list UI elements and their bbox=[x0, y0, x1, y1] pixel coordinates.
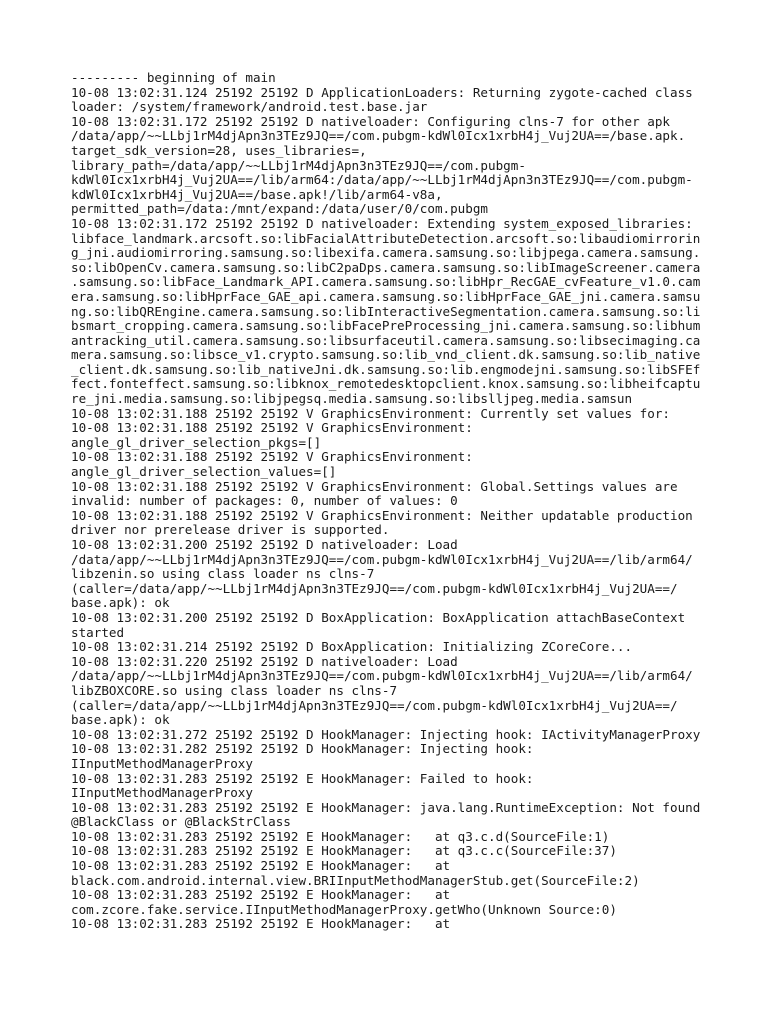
log-line: 10-08 13:02:31.188 25192 25192 V GraphicsEnvironment: bbox=[71, 420, 473, 436]
log-line: 10-08 13:02:31.283 25192 25192 E HookManager: Failed to hook: bbox=[71, 770, 534, 786]
log-line: libzenin.so using class loader ns clns-7 bbox=[71, 566, 375, 582]
log-line: 10-08 13:02:31.188 25192 25192 V GraphicsEnvironment: Global.Settings values are bbox=[71, 478, 678, 494]
log-line: 10-08 13:02:31.283 25192 25192 E HookManager: at q3.c.d(SourceFile:1) bbox=[71, 828, 610, 844]
log-line: started bbox=[71, 624, 125, 640]
log-line: 10-08 13:02:31.283 25192 25192 E HookManager: java.lang.RuntimeException: Not found bbox=[71, 799, 701, 815]
log-line: permitted_path=/data:/mnt/expand:/data/user/0/com.pubgm bbox=[71, 201, 489, 217]
log-line: /data/app/~~LLbj1rM4djApn3n3TEz9JQ==/com.pubgm-kdWl0Icx1xrbH4j_Vuj2UA==/lib/arm64/ bbox=[71, 668, 693, 684]
log-line: .samsung.so:libFace_Landmark_API.camera.samsung.so:libHpr_RecGAE_cvFeature_v1.0.cam bbox=[71, 274, 701, 290]
log-line: IInputMethodManagerProxy bbox=[71, 785, 253, 801]
log-line: 10-08 13:02:31.283 25192 25192 E HookManager: at bbox=[71, 858, 451, 874]
log-line: 10-08 13:02:31.272 25192 25192 D HookManager: Injecting hook: IActivityManagerProxy bbox=[71, 726, 701, 742]
log-line: kdWl0Icx1xrbH4j_Vuj2UA==/base.apk!/lib/arm64-v8a, bbox=[71, 186, 443, 202]
log-line: driver nor prerelease driver is supported. bbox=[71, 522, 390, 538]
log-line: g_jni.audiomirroring.samsung.so:libexifa.camera.samsung.so:libjpega.camera.samsung. bbox=[71, 245, 701, 261]
log-text-block bbox=[71, 71, 701, 932]
log-line: 10-08 13:02:31.188 25192 25192 V GraphicsEnvironment: Neither updatable production bbox=[71, 507, 693, 523]
log-line: angle_gl_driver_selection_values=[] bbox=[71, 464, 337, 480]
log-line: 10-08 13:02:31.188 25192 25192 V GraphicsEnvironment: Currently set values for: bbox=[71, 405, 670, 421]
log-line: (caller=/data/app/~~LLbj1rM4djApn3n3TEz9JQ==/com.pubgm-kdWl0Icx1xrbH4j_Vuj2UA==/ bbox=[71, 580, 678, 596]
log-line: @BlackClass or @BlackStrClass bbox=[71, 814, 291, 830]
log-line: 10-08 13:02:31.172 25192 25192 D nativeloader: Configuring clns-7 for other apk bbox=[71, 113, 670, 129]
log-line: antracking_util.camera.samsung.so:libsurfaceutil.camera.samsung.so:libsecimaging.ca bbox=[71, 332, 701, 348]
log-line: angle_gl_driver_selection_pkgs=[] bbox=[71, 434, 322, 450]
log-line: 10-08 13:02:31.283 25192 25192 E HookManager: at bbox=[71, 916, 451, 932]
log-line: 10-08 13:02:31.124 25192 25192 D ApplicationLoaders: Returning zygote-cached class bbox=[71, 84, 693, 100]
log-line: kdWl0Icx1xrbH4j_Vuj2UA==/lib/arm64:/data/app/~~LLbj1rM4djApn3n3TEz9JQ==/com.pubgm- bbox=[71, 172, 693, 188]
log-line: 10-08 13:02:31.283 25192 25192 E HookManager: at bbox=[71, 887, 451, 903]
log-line: target_sdk_version=28, uses_libraries=, bbox=[71, 142, 367, 158]
log-line: bsmart_cropping.camera.samsung.so:libFacePreProcessing_jni.camera.samsung.so:libhum bbox=[71, 318, 701, 334]
log-line: fect.fonteffect.samsung.so:libknox_remotedesktopclient.knox.samsung.so:libheifcaptu bbox=[71, 376, 701, 392]
log-line: 10-08 13:02:31.172 25192 25192 D nativeloader: Extending system_exposed_libraries: bbox=[71, 215, 693, 231]
log-line: 10-08 13:02:31.200 25192 25192 D BoxApplication: BoxApplication attachBaseContext bbox=[71, 609, 686, 625]
log-line: invalid: number of packages: 0, number of values: 0 bbox=[71, 493, 458, 509]
log-line: base.apk): ok bbox=[71, 712, 170, 728]
log-line: 10-08 13:02:31.283 25192 25192 E HookManager: at q3.c.c(SourceFile:37) bbox=[71, 843, 617, 859]
log-line: re_jni.media.samsung.so:libjpegsq.media.samsung.so:libslljpeg.media.samsun bbox=[71, 391, 633, 407]
log-line: era.samsung.so:libHprFace_GAE_api.camera.samsung.so:libHprFace_GAE_jni.camera.samsu bbox=[71, 288, 701, 304]
log-line: 10-08 13:02:31.200 25192 25192 D nativeloader: Load bbox=[71, 537, 458, 552]
log-line: loader: /system/framework/android.test.base.jar bbox=[71, 99, 428, 115]
log-line: so:libOpenCv.camera.samsung.so:libC2paDps.camera.samsung.so:libImageScreener.camera bbox=[71, 259, 701, 275]
log-line: 10-08 13:02:31.282 25192 25192 D HookManager: Injecting hook: bbox=[71, 741, 534, 757]
log-line: mera.samsung.so:libsce_v1.crypto.samsung.so:lib_vnd_client.dk.samsung.so:lib_native bbox=[71, 347, 701, 363]
log-line: library_path=/data/app/~~LLbj1rM4djApn3n3TEz9JQ==/com.pubgm- bbox=[71, 157, 526, 173]
log-line: IInputMethodManagerProxy bbox=[71, 755, 253, 771]
log-line: /data/app/~~LLbj1rM4djApn3n3TEz9JQ==/com.pubgm-kdWl0Icx1xrbH4j_Vuj2UA==/base.apk. bbox=[71, 128, 686, 144]
log-line: ng.so:libQREngine.camera.samsung.so:libInteractiveSegmentation.camera.samsung.so:li bbox=[71, 303, 701, 319]
log-line: libface_landmark.arcsoft.so:libFacialAttributeDetection.arcsoft.so:libaudiomirrorin bbox=[71, 230, 701, 246]
log-line: (caller=/data/app/~~LLbj1rM4djApn3n3TEz9JQ==/com.pubgm-kdWl0Icx1xrbH4j_Vuj2UA==/ bbox=[71, 697, 678, 713]
log-line: base.apk): ok bbox=[71, 595, 170, 611]
log-line: com.zcore.fake.service.IInputMethodManagerProxy.getWho(Unknown Source:0) bbox=[71, 901, 617, 917]
log-line: _client.dk.samsung.so:lib_nativeJni.dk.samsung.so:lib.engmodejni.samsung.so:libSFEf bbox=[71, 361, 701, 377]
log-line: /data/app/~~LLbj1rM4djApn3n3TEz9JQ==/com.pubgm-kdWl0Icx1xrbH4j_Vuj2UA==/lib/arm64/ bbox=[71, 551, 693, 567]
log-line: black.com.android.internal.view.BRIInputMethodManagerStub.get(SourceFile:2) bbox=[71, 872, 640, 888]
log-line: libZBOXCORE.so using class loader ns clns-7 bbox=[71, 682, 398, 698]
log-line: 10-08 13:02:31.188 25192 25192 V GraphicsEnvironment: bbox=[71, 449, 473, 465]
log-line: 10-08 13:02:31.220 25192 25192 D nativeloader: Load bbox=[71, 653, 458, 669]
log-line: --------- beginning of main bbox=[71, 70, 276, 85]
log-line: 10-08 13:02:31.214 25192 25192 D BoxApplication: Initializing ZCoreCore... bbox=[71, 639, 633, 655]
